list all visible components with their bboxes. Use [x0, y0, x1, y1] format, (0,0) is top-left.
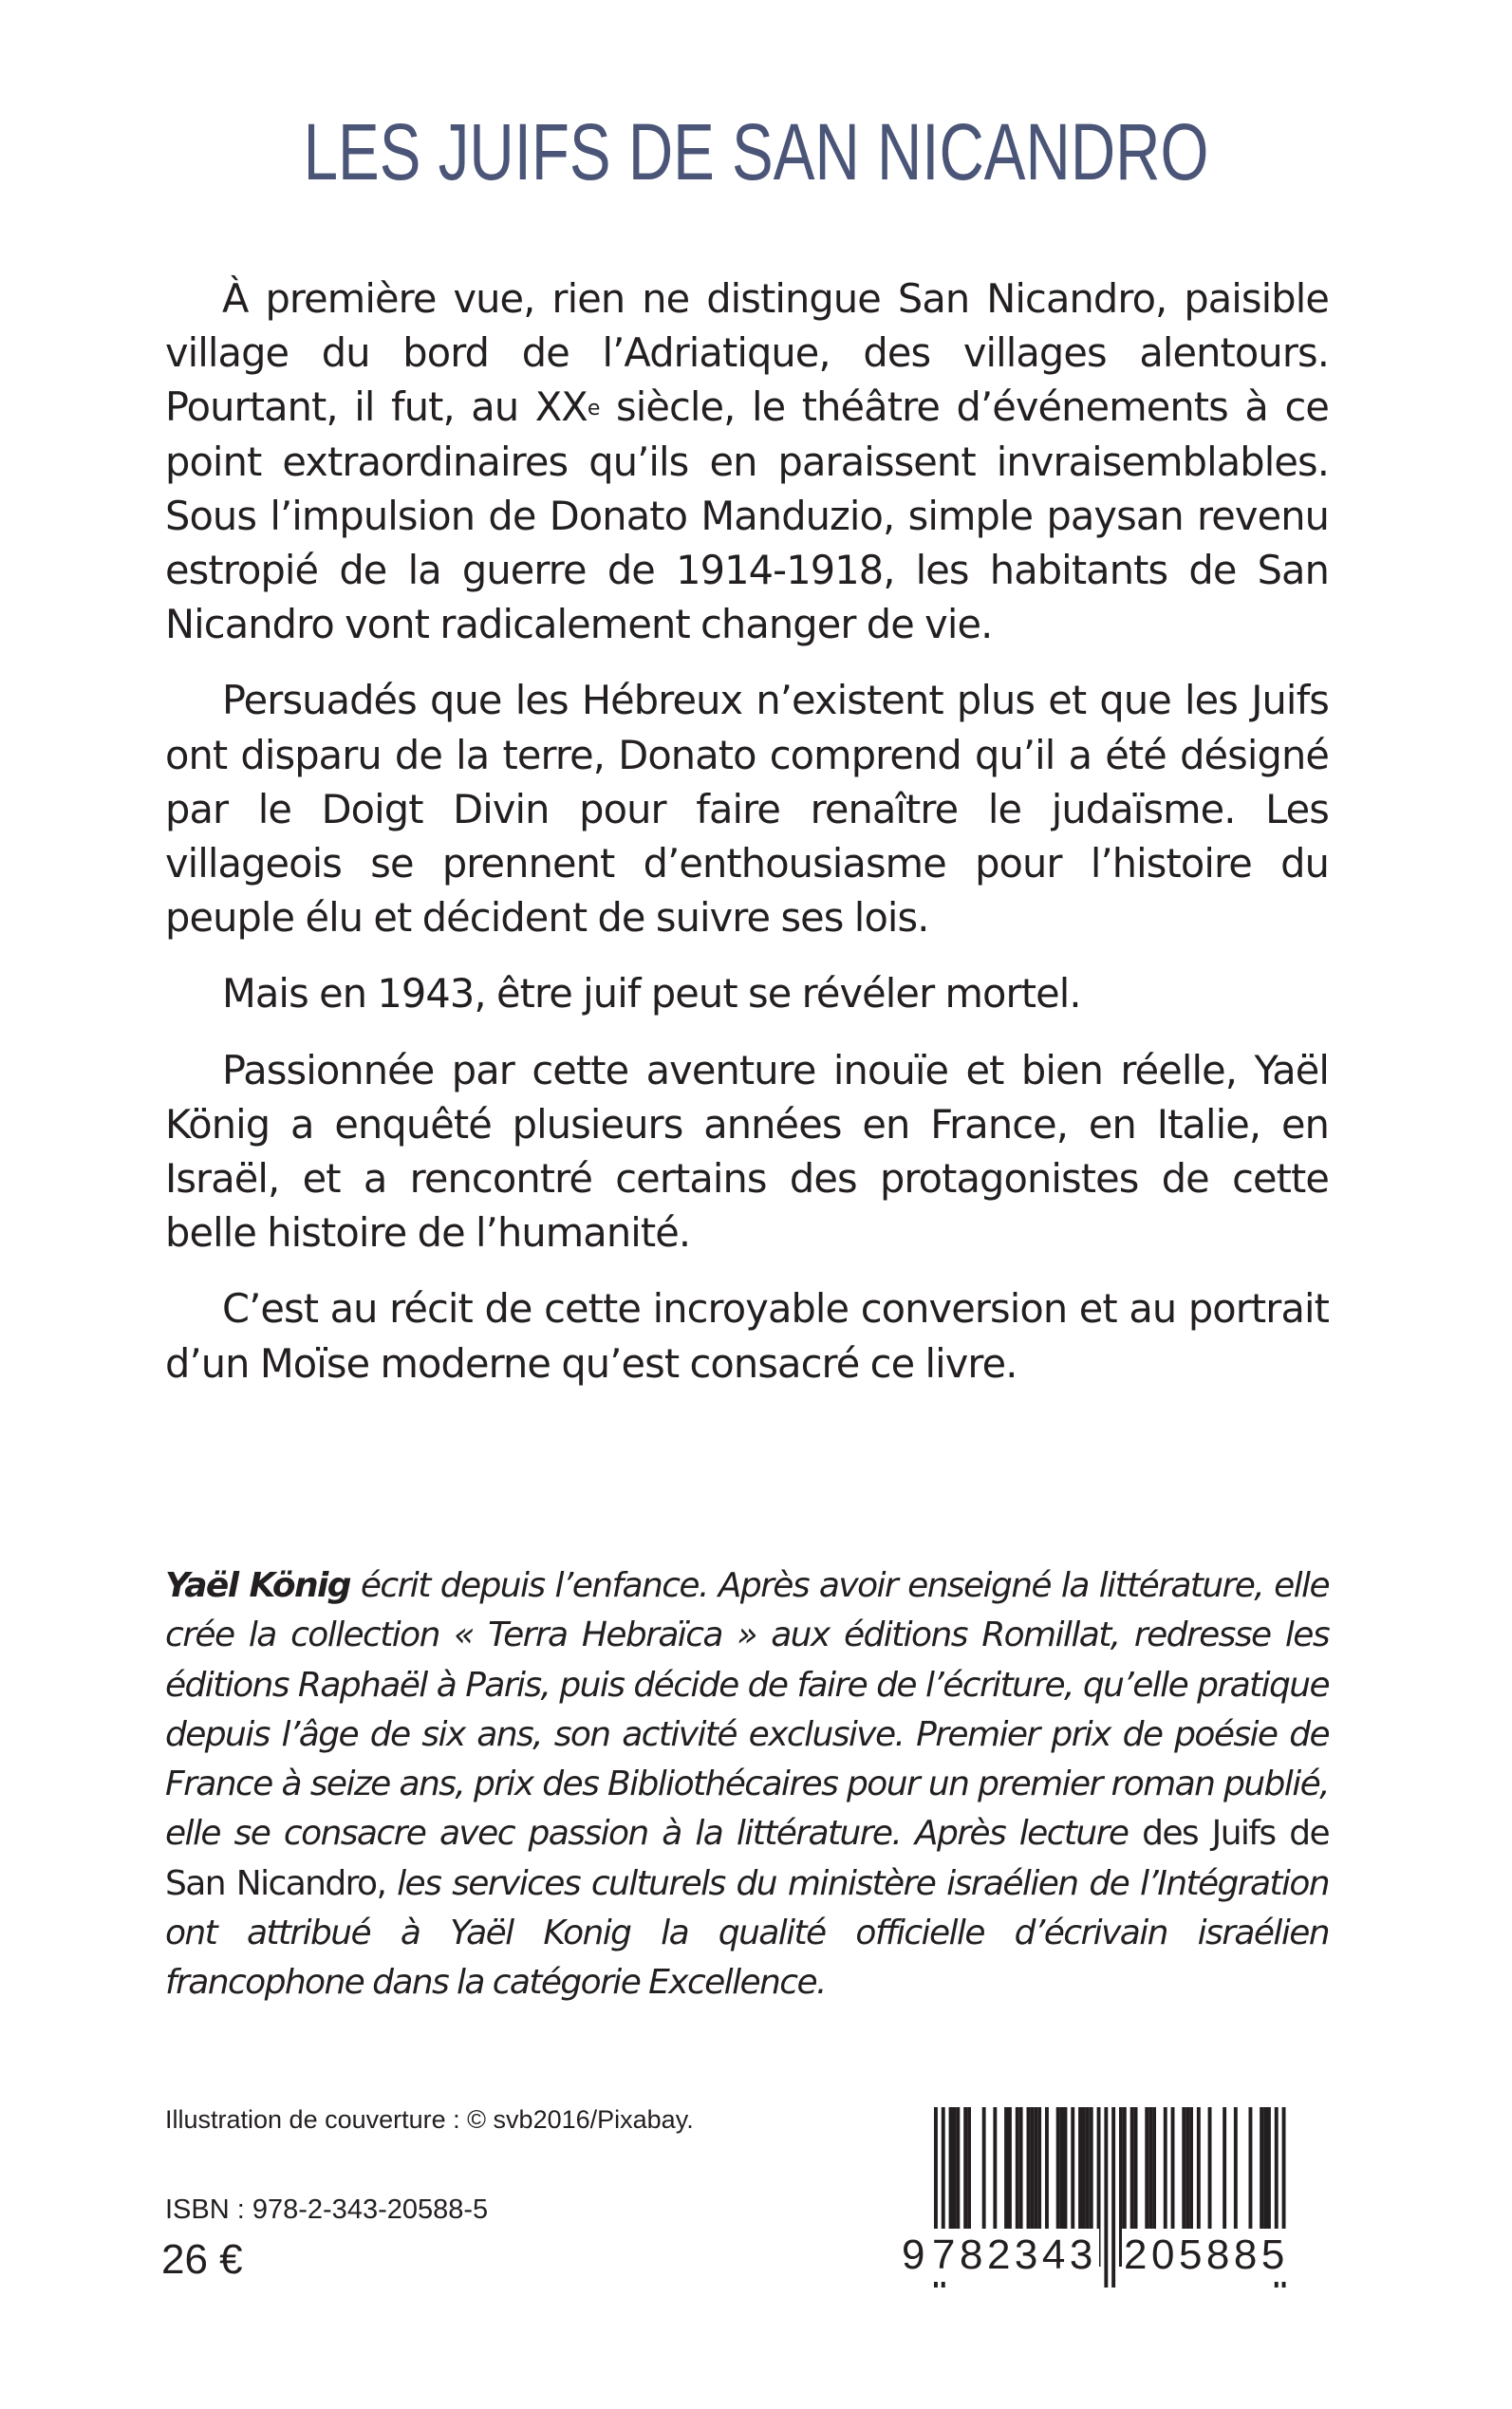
summary-paragraph-3: Mais en 1943, être juif peut se révéler mortel. — [222, 970, 1081, 1018]
author-bio: Yaël König écrit depuis l’enfance. Après avoir enseigné la littérature, elle crée la collection « Terra Hebraïca » aux éditions Romillat, redresse les éditions Raphaël à Paris, puis décide de faire de l’écriture, qu’elle pratique depuis l’âge de six ans, son activité exclusive. Premier prix de poésie de France à seize ans, prix des Bibliothécaires pour un premier roman publié, elle se consacre avec passion à la littérature. Après lecture des Juifs de San Nicandro, les services culturels du ministère israélien de l’Intégration ont attribué à Yaël Konig la qualité officielle d’écrivain israélien francophone dans la catégorie Excellence. — [165, 1566, 1330, 2003]
barcode-digits — [904, 2229, 1321, 2282]
summary-paragraph-5: C’est au récit de cette incroyable conversion et au portrait d’un Moïse moderne qu’est consacré ce livre. — [165, 1285, 1329, 1387]
back-cover-summary — [165, 271, 1329, 1412]
summary-paragraph-1: À première vue, rien ne distingue San Nicandro, paisible village du bord de l’Adriatique, des villages alentours. Pourtant, il fut, au XXe siècle, le théâtre d’événements à ce point extraordinaires qu’ils en paraissent invraisemblables. Sous l’impulsion de Donato Manduzio, simple paysan revenu estropié de la guerre de 1914-1918, les habitants de San Nicandro vont radicalement changer de vie. — [165, 275, 1329, 648]
price-label: 26 € — [161, 2236, 243, 2283]
author-name: Yaël König — [165, 1566, 350, 1605]
isbn-number: ISBN : 978-2-343-20588-5 — [165, 2194, 489, 2225]
century-superscript: e — [587, 397, 600, 421]
barcode-first-digit: 9 — [902, 2229, 924, 2282]
barcode-left-group: 782343 — [930, 2229, 1099, 2282]
book-reference: des Juifs de San Nicandro, — [165, 1814, 1330, 1903]
summary-paragraph-4: Passionnée par cette aventure inouïe et bien réelle, Yaël König a enquêté plusieurs années en France, en Italie, en Israël, et a rencontré certains des protagonistes de cette belle histoire de l’humanité. — [165, 1046, 1329, 1257]
summary-paragraph-2: Persuadés que les Hébreux n’existent plus et que les Juifs ont disparu de la terre, Donato comprend qu’il a été désigné par le Doigt Divin pour faire renaître le judaïsme. Les villageois se prennent d’enthousiasme pour l’histoire du peuple élu et décident de suivre ses lois. — [165, 677, 1329, 942]
barcode-right-group: 205885 — [1122, 2229, 1291, 2282]
book-title: LES JUIFS DE SAN NICANDRO — [303, 107, 1209, 196]
illustration-credit: Illustration de couverture : © svb2016/Pixabay. — [165, 2105, 694, 2134]
